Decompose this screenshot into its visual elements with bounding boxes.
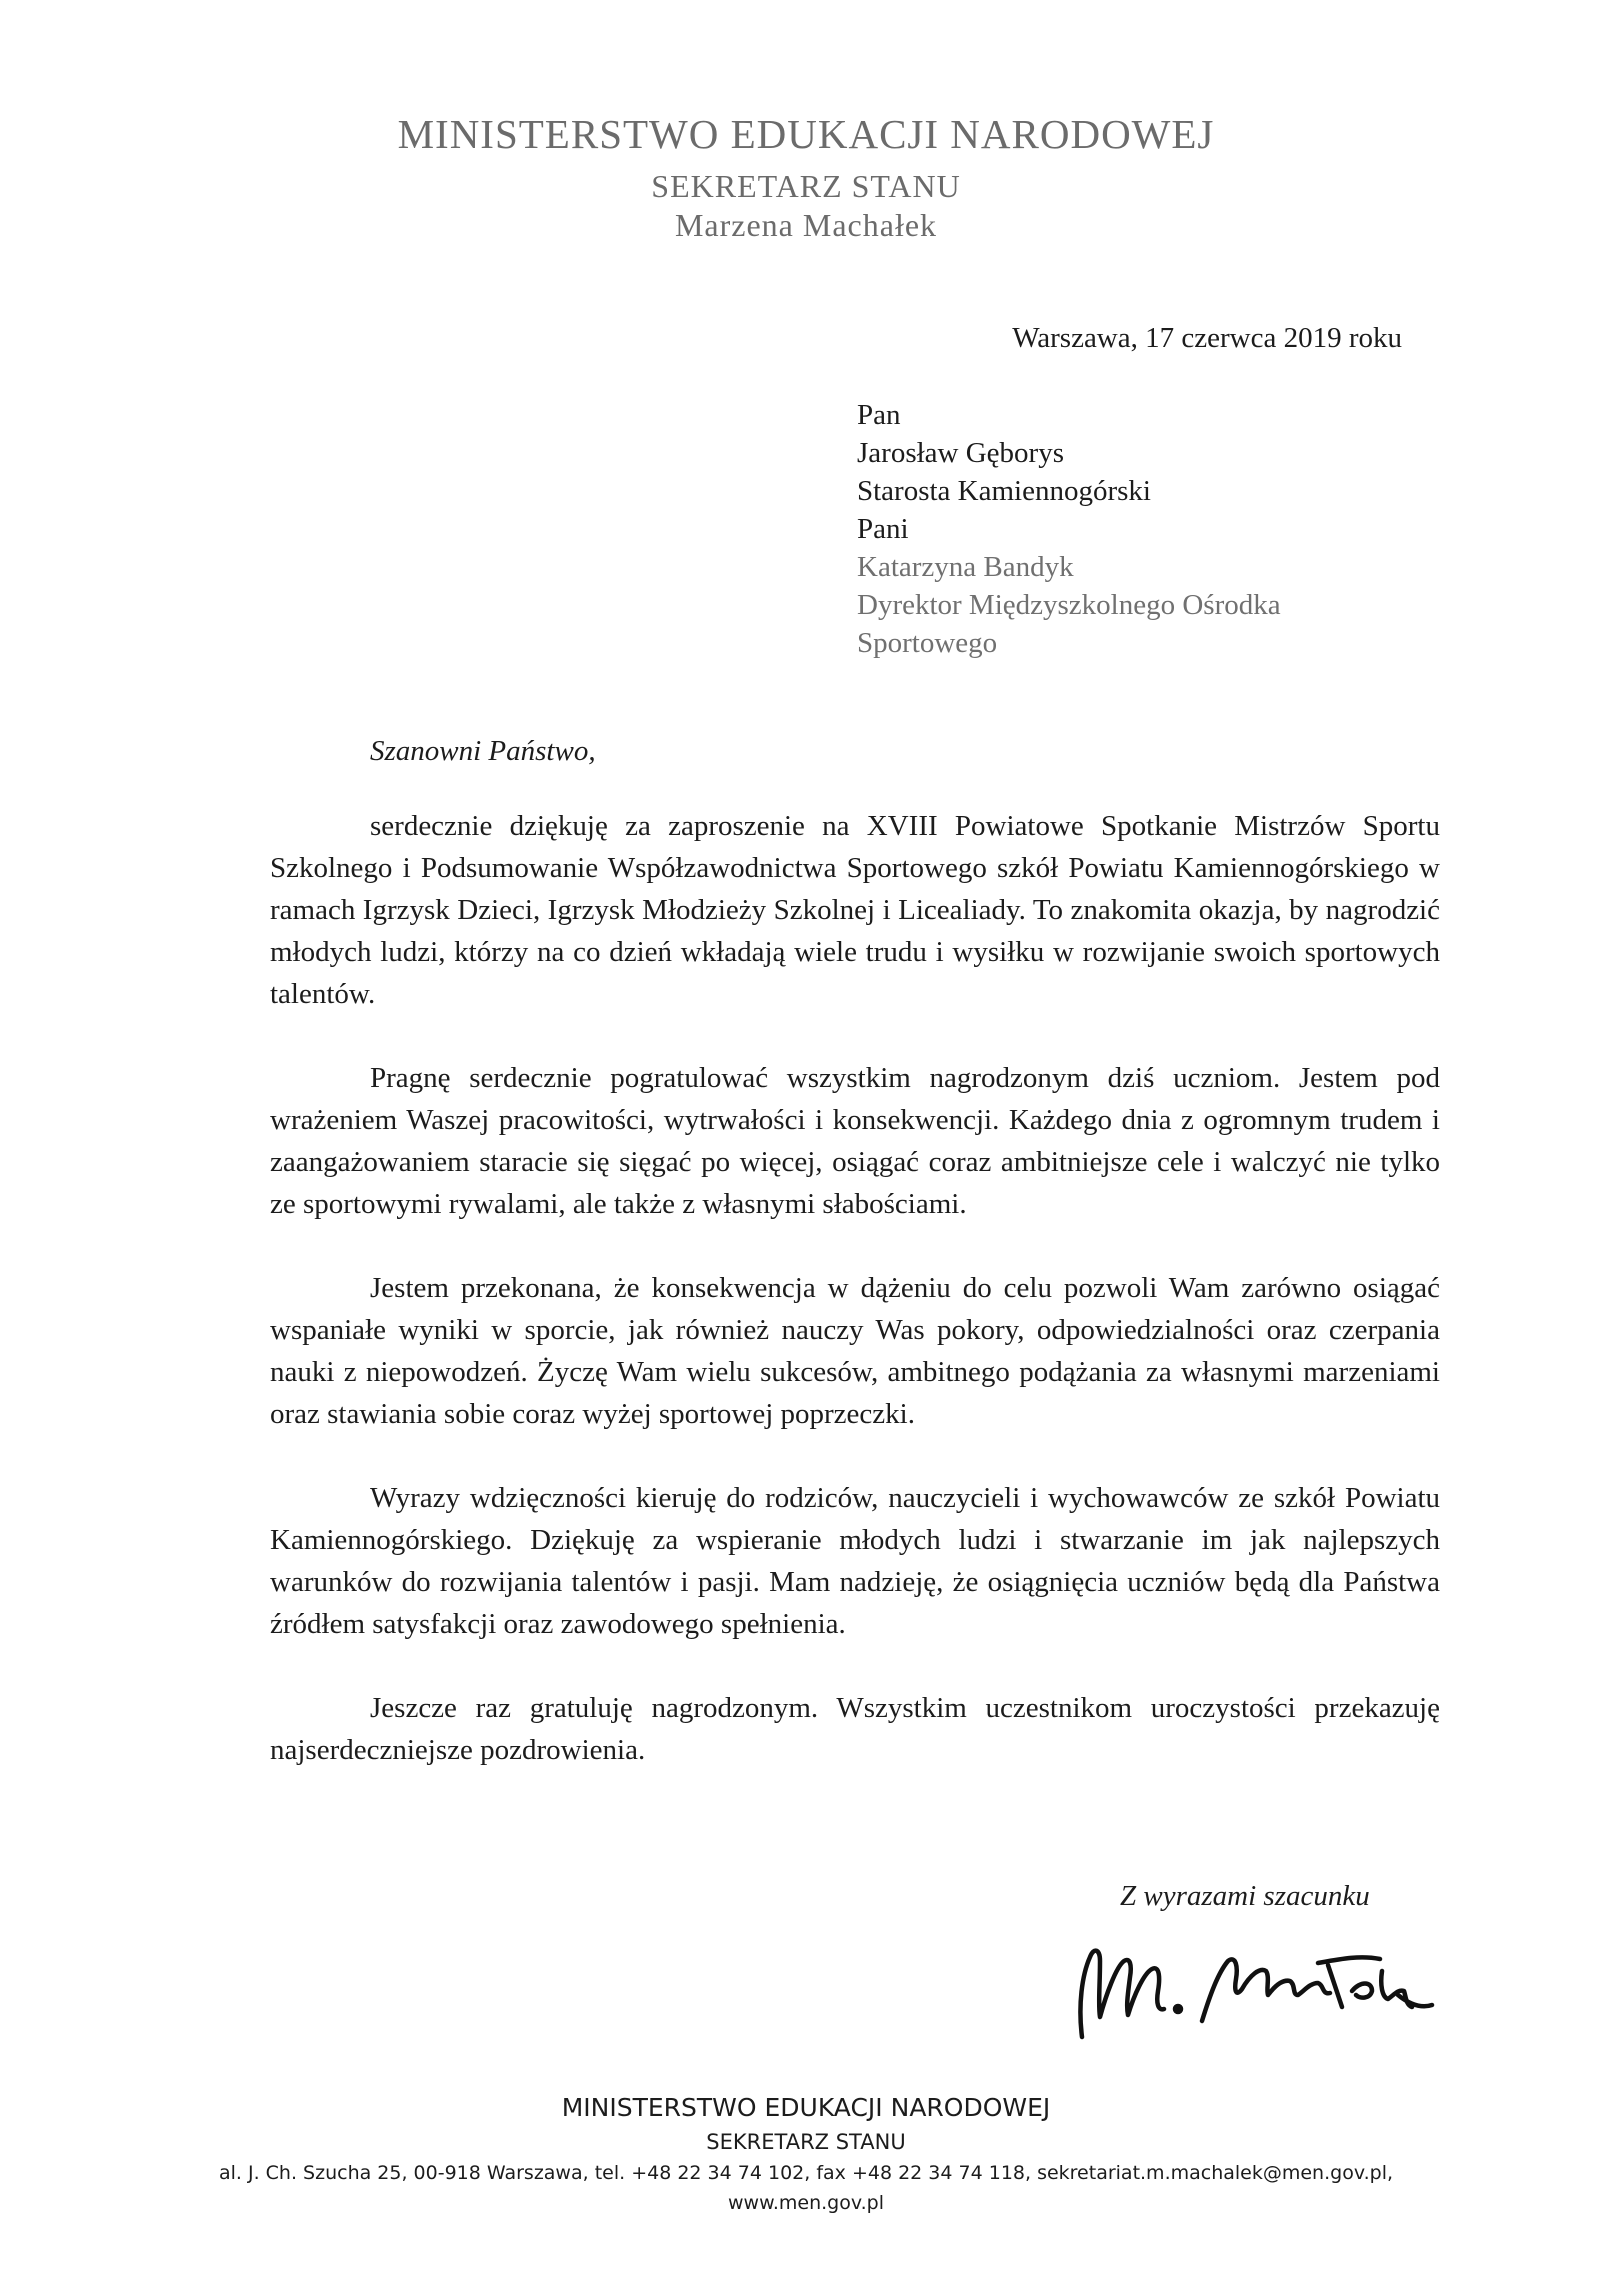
addressee-line: Katarzyna Bandyk: [857, 551, 1074, 583]
closing-phrase: Z wyrazami szacunku: [1120, 1880, 1370, 1912]
body-paragraph: Jestem przekonana, że konsekwencja w dążeniu do celu pozwoli Wam zarówno osiągać wspaniałe wyniki w sporcie, jak również nauczy Was pokory, odpowiedzialności oraz czerpania nauki z niepowodzeń. Życzę Wam wielu sukcesów, ambitnego podążania za własnymi marzeniami oraz stawiania sobie coraz wyżej sportowej poprzeczki.: [270, 1272, 1440, 1430]
handwritten-signature: [1060, 1925, 1450, 2045]
addressee-line: Starosta Kamiennogórski: [857, 475, 1151, 507]
footer-address: al. J. Ch. Szucha 25, 00-918 Warszawa, tel. +48 22 34 74 102, fax +48 22 34 74 118, sekretariat.m.machalek@men.gov.pl,: [218, 2162, 1394, 2184]
footer-website: www.men.gov.pl: [727, 2192, 885, 2214]
addressee-line: Jarosław Gęborys: [857, 437, 1064, 469]
body-paragraph: serdecznie dziękuję za zaproszenie na XVIII Powiatowe Spotkanie Mistrzów Sportu Szkolnego i Podsumowanie Współzawodnictwa Sportowego szkół Powiatu Kamiennogórskiego w ramach Igrzysk Dzieci, Igrzysk Młodzieży Szkolnej i Licealiady. To znakomita okazja, by nagrodzić młodych ludzi, którzy na co dzień wkładają wiele trudu i wysiłku w rozwijanie swoich sportowych talentów.: [270, 810, 1440, 1010]
body-paragraph: Jeszcze raz gratuluję nagrodzonym. Wszystkim uczestnikom uroczystości przekazuję najserdeczniejsze pozdrowienia.: [270, 1692, 1440, 1766]
letter-date: Warszawa, 17 czerwca 2019 roku: [1012, 322, 1402, 354]
header-name: Marzena Machałek: [674, 207, 938, 243]
salutation: Szanowni Państwo,: [370, 735, 596, 767]
header-ministry: MINISTERSTWO EDUKACJI NARODOWEJ: [397, 111, 1215, 157]
addressee-line: Pani: [857, 513, 909, 545]
addressee-line: Sportowego: [857, 627, 998, 659]
header-title: SEKRETARZ STANU: [651, 168, 961, 204]
body-paragraph: Pragnę serdecznie pogratulować wszystkim nagrodzonym dziś uczniom. Jestem pod wrażeniem Waszej pracowitości, wytrwałości i konsekwencji. Każdego dnia z ogromnym trudem i zaangażowaniem staracie się sięgać po więcej, osiągać coraz ambitniejsze cele i walczyć nie tylko ze sportowymi rywalami, ale także z własnymi słabościami.: [270, 1062, 1440, 1220]
addressee-block: [857, 396, 1281, 662]
letter-body: [270, 805, 1440, 1771]
footer-title: SEKRETARZ STANU: [706, 2130, 906, 2154]
footer-ministry: MINISTERSTWO EDUKACJI NARODOWEJ: [561, 2093, 1051, 2122]
body-paragraph: Wyrazy wdzięczności kieruję do rodziców, nauczycieli i wychowawców ze szkół Powiatu Kamiennogórskiego. Dziękuję za wspieranie młodych ludzi i stwarzanie im jak najlepszych warunków do rozwijania talentów i pasji. Mam nadzieję, że osiągnięcia uczniów będą dla Państwa źródłem satysfakcji oraz zawodowego spełnienia.: [270, 1482, 1440, 1640]
addressee-line: Dyrektor Międzyszkolnego Ośrodka: [857, 589, 1281, 621]
addressee-line: Pan: [857, 399, 901, 431]
